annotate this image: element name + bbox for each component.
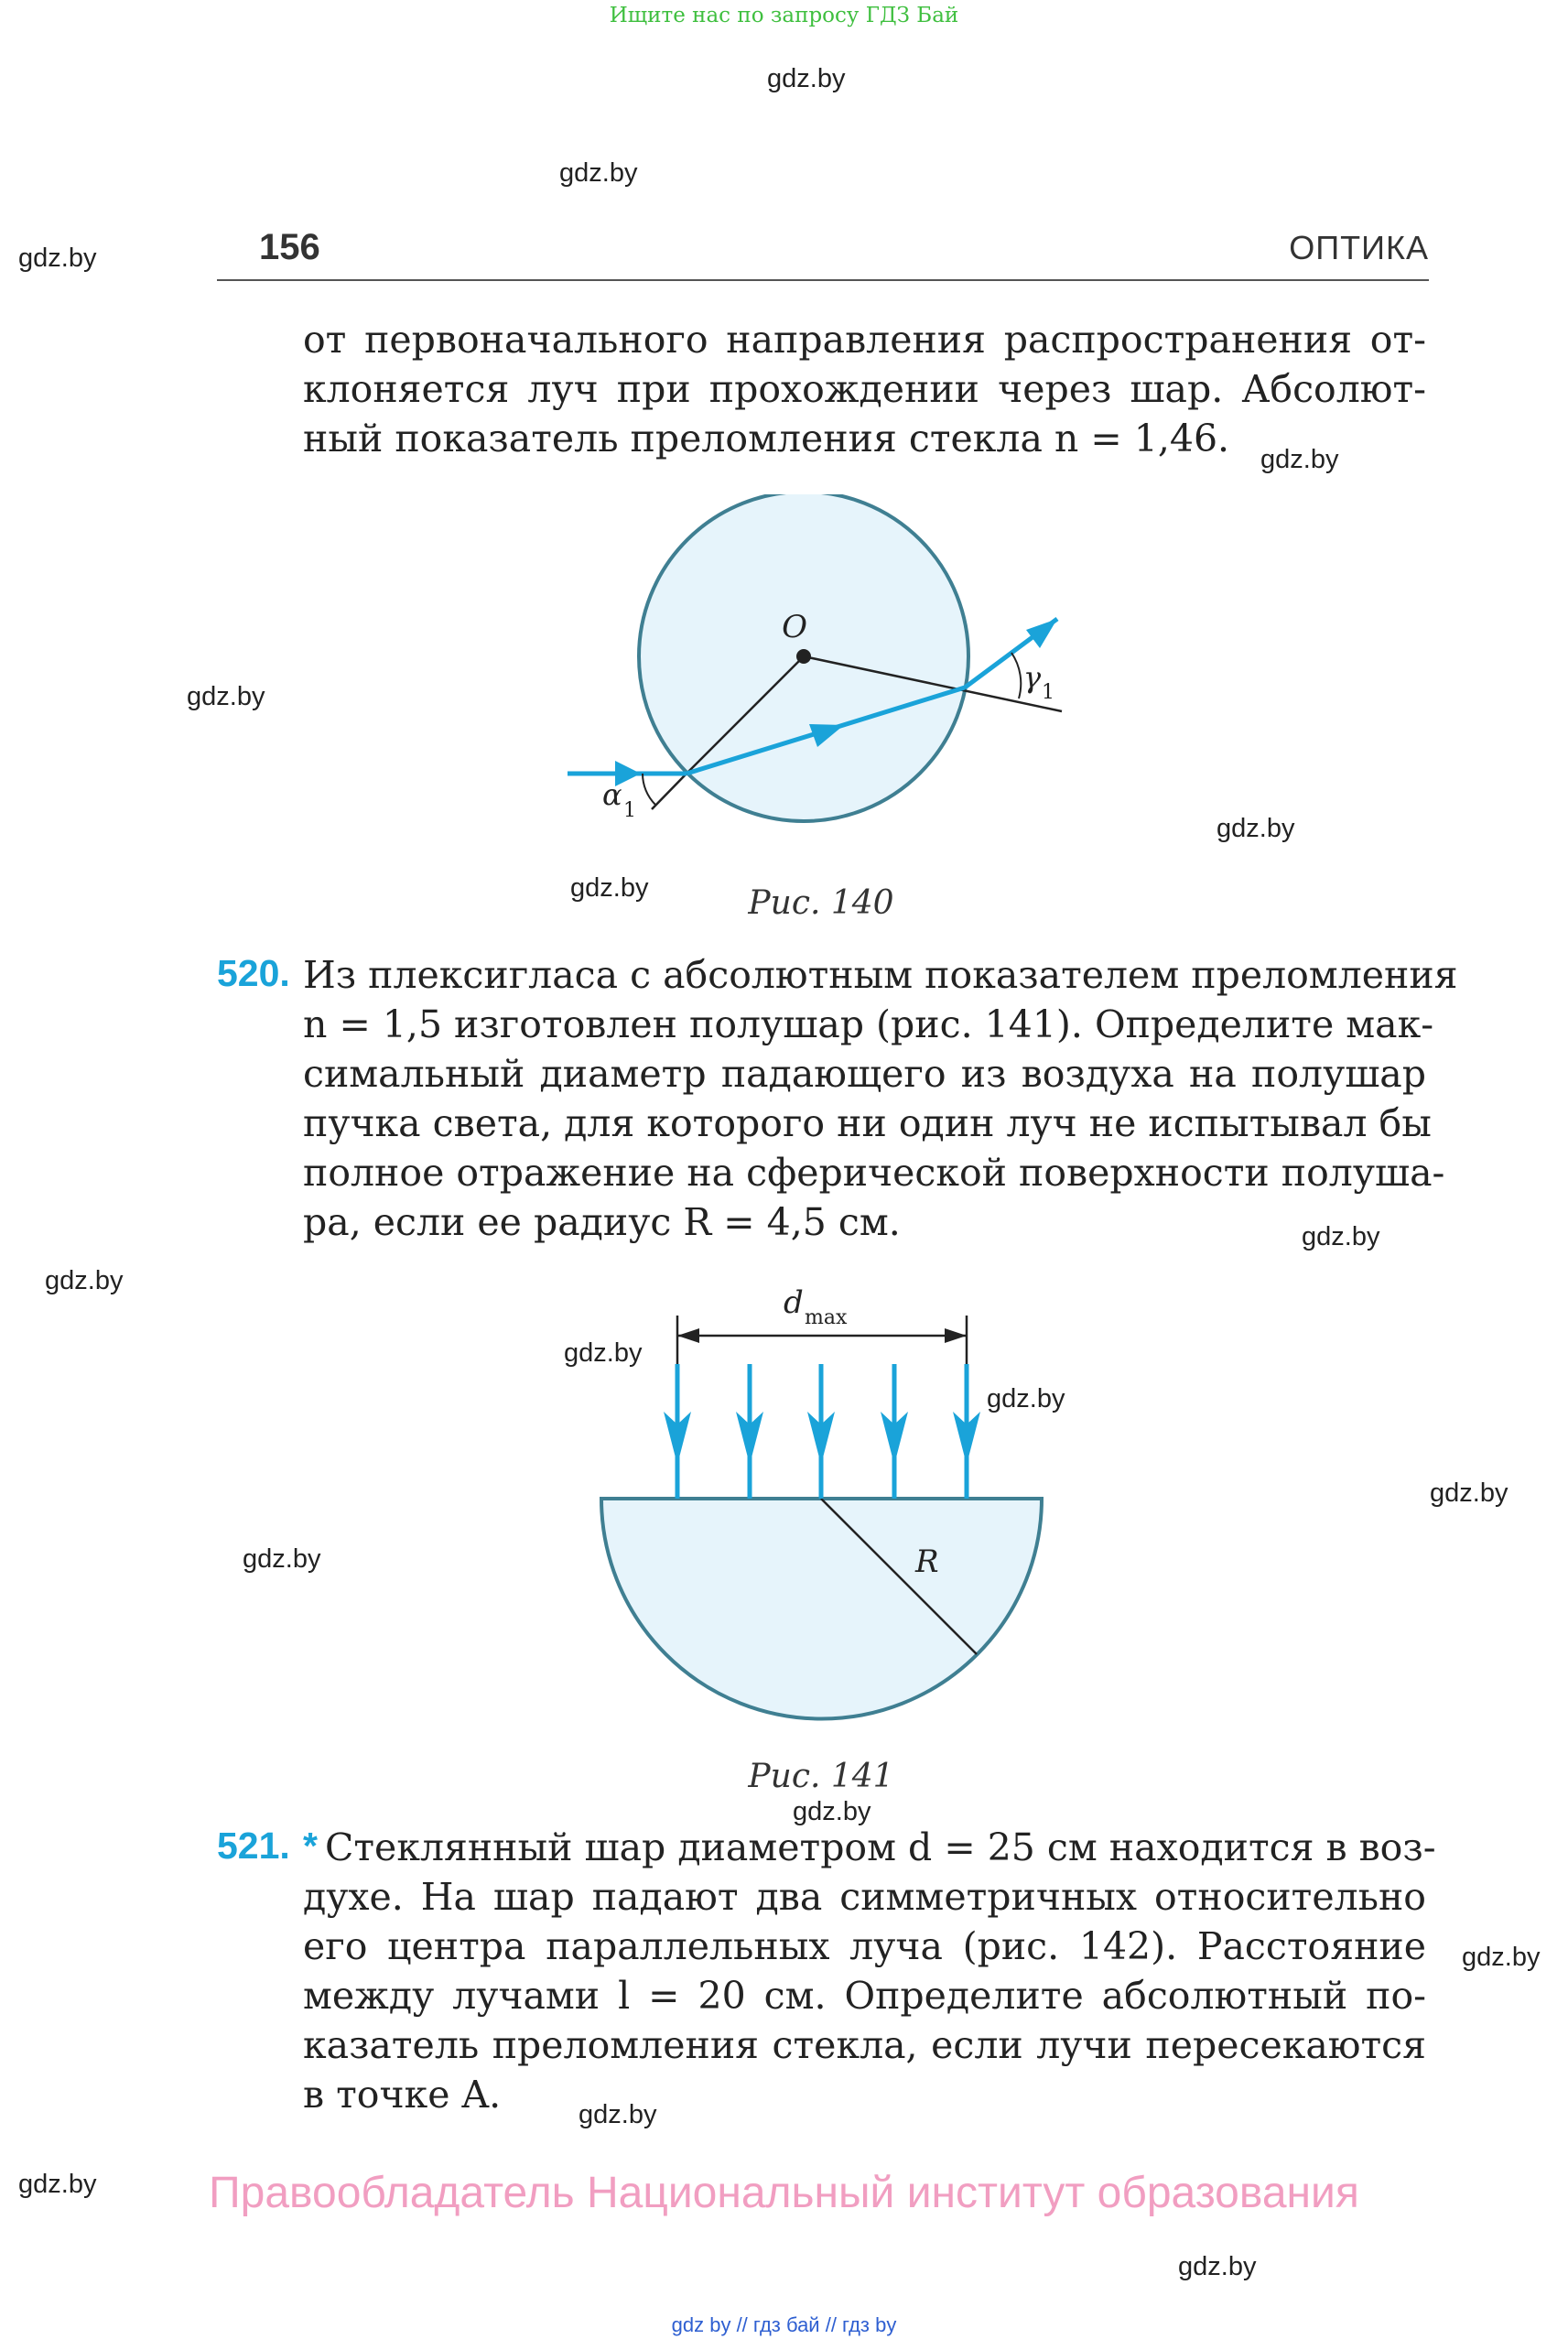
page-number: 156: [259, 227, 320, 267]
text-line: от первоначального направления распространения от-: [303, 318, 1426, 362]
section-title: ОПТИКА: [1289, 229, 1429, 266]
emergent-ray-arrowhead: [1026, 619, 1057, 648]
label-gamma: γ: [1023, 660, 1042, 695]
angle-gamma-arc: [1011, 653, 1021, 699]
text-line: его центра параллельных луча (рис. 142). Расстояние: [303, 1924, 1426, 1968]
label-gamma-sub: 1: [1042, 681, 1054, 704]
figure-140-caption: Рис. 140: [748, 884, 894, 922]
top-banner: Ищите нас по запросу ГДЗ Бай: [609, 4, 959, 27]
watermark: gdz.by: [559, 158, 638, 188]
watermark: gdz.by: [767, 64, 846, 93]
text-line: ный показатель преломления стекла n = 1,46.: [303, 417, 1230, 460]
figure-140-diagram: [531, 494, 1098, 861]
text-line: между лучами l = 20 см. Определите абсолютный по-: [303, 1974, 1426, 2018]
watermark: gdz.by: [564, 1338, 643, 1368]
figure-141-diagram: [586, 1272, 1062, 1739]
text-line: полное отражение на сферической поверхности полуша-: [303, 1151, 1445, 1195]
watermark: gdz.by: [18, 244, 97, 273]
text-line: пучка света, для которого ни один луч не испытывал бы: [303, 1101, 1432, 1145]
watermark: gdz.by: [187, 682, 265, 711]
label-alpha-sub: 1: [623, 799, 636, 822]
problem-521-star: *: [303, 1825, 318, 1867]
watermark: gdz.by: [243, 1544, 321, 1574]
text-line: n = 1,5 изготовлен полушар (рис. 141). Определите мак-: [303, 1002, 1434, 1046]
problem-520-number: 520.: [217, 952, 290, 994]
watermark: gdz.by: [793, 1797, 871, 1826]
watermark: gdz.by: [987, 1384, 1065, 1413]
text-line: симальный диаметр падающего из воздуха на полушар: [303, 1052, 1426, 1096]
watermark: gdz.by: [18, 2170, 97, 2199]
text-line: духе. На шар падают два симметричных относительно: [303, 1875, 1426, 1919]
parallel-rays: [664, 1364, 980, 1499]
figure-141-caption: Рис. 141: [748, 1758, 894, 1795]
text-line: Из плексигласа с абсолютным показателем преломления: [303, 953, 1458, 997]
text-line: ра, если ее радиус R = 4,5 см.: [303, 1200, 901, 1244]
normal-extension-entry: [652, 774, 687, 809]
hemisphere: [601, 1499, 1042, 1719]
angle-alpha-arc: [643, 774, 655, 805]
label-alpha: α: [602, 777, 622, 812]
copyright-footer: Правообладатель Национальный институт образования: [209, 2169, 1359, 2217]
watermark: gdz.by: [1462, 1943, 1541, 1972]
text-line: Стеклянный шар диаметром d = 25 см находится в воз-: [325, 1825, 1436, 1869]
problem-521-text: [303, 1872, 1426, 2119]
watermark: gdz.by: [1260, 445, 1339, 474]
watermark: gdz.by: [579, 2100, 657, 2129]
center-point: [796, 649, 811, 664]
label-radius-r: R: [915, 1543, 939, 1580]
dimension-arrow-left: [677, 1328, 699, 1343]
bottom-links[interactable]: gdz by // гдз бай // гдз by: [671, 2313, 897, 2336]
problem-520-text: [303, 950, 1458, 1247]
continuation-paragraph: [303, 315, 1426, 463]
text-line: клоняется луч при прохождении через шар. Абсолют-: [303, 367, 1426, 411]
watermark: gdz.by: [570, 873, 649, 903]
label-center-o: O: [782, 609, 807, 645]
text-line: казатель преломления стекла, если лучи пересекаются: [303, 2023, 1426, 2067]
header-rule: [217, 279, 1429, 281]
watermark: gdz.by: [1217, 814, 1295, 843]
problem-521-text-first: [325, 1823, 1436, 1872]
problem-521-number: 521.: [217, 1825, 290, 1867]
watermark: gdz.by: [1178, 2252, 1257, 2281]
label-d-sub: max: [805, 1306, 848, 1329]
text-line: в точке A.: [303, 2073, 502, 2117]
watermark: gdz.by: [1430, 1478, 1509, 1508]
label-d: d: [784, 1284, 804, 1321]
watermark: gdz.by: [1302, 1222, 1380, 1251]
watermark: gdz.by: [45, 1266, 124, 1295]
dimension-arrow-right: [945, 1328, 967, 1343]
